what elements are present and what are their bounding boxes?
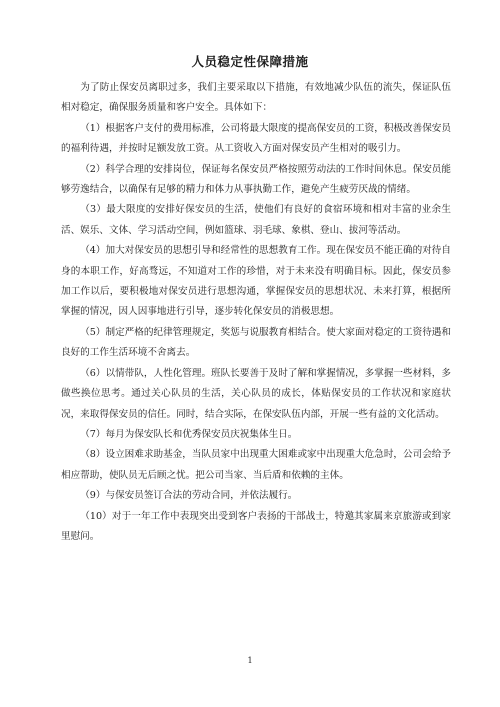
measure-4-paragraph: （4）加大对保安员的思想引导和经常性的思想教育工作。现在保安员不能正确的对待自身的本职工作，好高骛远，不知道对工作的珍惜，对于未来没有明确目标。因此，保安员参加工作以后，要积极地对保安员进行思想沟通，掌握保安员的思想状况、未来打算，根据所掌握的情况，因人因事地进行引导，逐步转化保安员的消极思想。 (61, 245, 451, 318)
measure-7-paragraph: （7）每月为保安队长和优秀保安员庆祝集体生日。 (80, 428, 298, 440)
intro-paragraph: 为了防止保安员离职过多，我们主要采取以下措施，有效地减少队伍的流失，保证队伍相对稳定，确保服务质量和客户安全。具体如下： (61, 82, 451, 114)
document-title: 人员稳定性保障措施 (191, 54, 309, 69)
measure-10-paragraph: （10）对于一年工作中表现突出受到客户表扬的干部战士，特邀其家属来京旅游或到家里慰问。 (61, 510, 451, 542)
measure-3-paragraph: （3）最大限度的安排好保安员的生活，使他们有良好的食宿环境和相对丰富的业余生活、娱乐、文体、学习活动空间，例如篮球、羽毛球、象棋、登山、拔河等活动。 (61, 204, 451, 236)
measure-1-paragraph: （1）根据客户支付的费用标准，公司将最大限度的提高保安员的工资，积极改善保安员的福利待遇，并按时足额发放工资。从工资收入方面对保安员产生相对的吸引力。 (61, 122, 451, 155)
measure-9-paragraph: （9）与保安员签订合法的劳动合同，并依法履行。 (80, 490, 298, 502)
page-number: 1 (247, 656, 253, 665)
document-body (61, 78, 451, 547)
measure-8-paragraph: （8）设立困难求助基金，当队员家中出现重大困难或家中出现重大危急时，公司会给予相应帮助，使队员无后顾之忧。把公司当家、当后盾和依赖的主体。 (61, 449, 451, 481)
measure-5-paragraph: （5）制定严格的纪律管理规定，奖惩与说服教育相结合。使大家面对稳定的工资待遇和良好的工作生活环境不舍离去。 (61, 326, 451, 359)
measure-6-paragraph: （6）以情带队，人性化管理。班队长要善于及时了解和掌握情况，多掌握一些材料，多做些换位思考。通过关心队员的生活，关心队员的成长，体贴保安员的工作状况和家庭状况，来取得保安员的信任。同时，结合实际，在保安队伍内部，开展一些有益的文化活动。 (61, 367, 451, 420)
measure-2-paragraph: （2）科学合理的安排岗位，保证每名保安员严格按照劳动法的工作时间休息。保安员能够劳逸结合，以确保有足够的精力和体力从事执勤工作，避免产生疲劳厌战的情绪。 (61, 163, 451, 196)
